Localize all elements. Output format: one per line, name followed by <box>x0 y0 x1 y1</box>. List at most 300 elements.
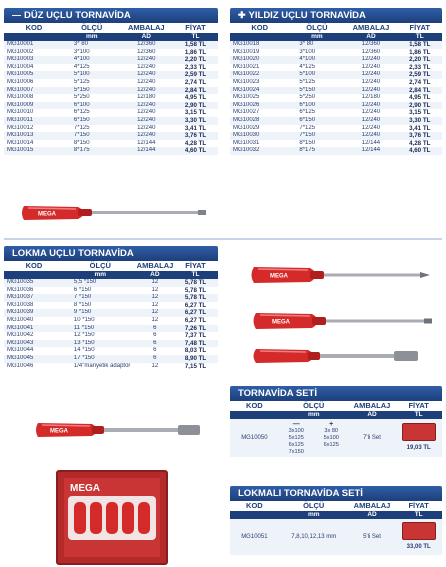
cell-ambalaj: 12/240 <box>120 71 174 79</box>
brand-logo: MEGA <box>270 273 288 280</box>
col-fiyat: FİYAT <box>408 501 429 510</box>
cell-ambalaj: 12 <box>137 294 173 302</box>
cell-olcu: 5*125 <box>289 79 344 87</box>
cell-olcu: 4*125 <box>64 64 120 72</box>
cell-ambalaj: 12/240 <box>120 109 174 117</box>
cell-fiyat: 4,95 TL <box>173 94 218 102</box>
cell-kod: MG10007 <box>4 87 64 95</box>
cell-ambalaj: 12/360 <box>120 49 174 57</box>
table-row <box>230 64 442 72</box>
cell-fiyat: 8,90 TL <box>173 355 218 363</box>
cell-olcu: 5*100 <box>64 71 120 79</box>
cell-olcu: 6*150 <box>64 117 120 125</box>
price-table-yildiz <box>230 23 442 155</box>
cell-fiyat: 2,90 TL <box>173 102 218 110</box>
cell-ambalaj: 12/240 <box>120 132 174 140</box>
cell-olcu: 8*175 <box>289 147 344 155</box>
cell-kod: MG10009 <box>4 102 64 110</box>
cell-ambalaj: 6 <box>137 325 173 333</box>
unit-tl: TL <box>397 33 442 41</box>
cell-olcu: 5*250 <box>289 94 344 102</box>
brand-logo: MEGA <box>70 483 100 494</box>
col-fiyat: FİYAT <box>409 23 430 32</box>
table-row <box>4 340 218 348</box>
unit-kod <box>4 33 64 41</box>
col-fiyat: FİYAT <box>185 23 206 32</box>
unit-kod <box>230 511 279 519</box>
cell-ambalaj: 12/144 <box>344 147 397 155</box>
cell-kod: MG10044 <box>4 347 64 355</box>
cell-kod: MG10014 <box>4 140 64 148</box>
unit-mm: mm <box>64 33 120 41</box>
cell-fiyat: 6,27 TL <box>173 309 218 317</box>
cell-kod: MG10036 <box>4 287 64 295</box>
panel-lokma-uclu <box>4 246 218 370</box>
price-table-lokma <box>4 261 218 370</box>
panel-title-duz <box>4 8 218 23</box>
cell-fiyat: 2,74 TL <box>397 79 442 87</box>
table-row <box>4 140 218 148</box>
cell-ambalaj: 12/180 <box>120 94 174 102</box>
set-kod: MG10050 <box>230 419 279 457</box>
table-row <box>230 132 442 140</box>
cell-olcu: 5*150 <box>64 87 120 95</box>
col-olcu: ÖLÇÜ <box>303 501 325 510</box>
cell-kod: MG10011 <box>4 117 64 125</box>
set-fiyat-cell <box>395 419 442 457</box>
cross-screwdriver-image <box>248 262 438 288</box>
cell-olcu: 4*125 <box>289 64 344 72</box>
panel-title-yildiz <box>230 8 442 23</box>
unit-mm: mm <box>289 33 344 41</box>
cell-ambalaj: 6 <box>137 340 173 348</box>
cell-olcu: 6*100 <box>64 102 120 110</box>
cell-fiyat: 2,84 TL <box>397 87 442 95</box>
cell-kod: MG10029 <box>230 125 289 133</box>
cell-olcu: 5*250 <box>64 94 120 102</box>
cell-kod: MG10032 <box>230 147 289 155</box>
cell-olcu: 5*125 <box>64 79 120 87</box>
cell-ambalaj: 12/240 <box>344 56 397 64</box>
cell-ambalaj: 12 <box>137 279 173 287</box>
set-box-image <box>56 470 168 565</box>
cell-fiyat: 2,20 TL <box>173 56 218 64</box>
col-ambalaj: AMBALAJ <box>127 23 165 32</box>
rows-yildiz <box>230 41 442 155</box>
lokma-set-ambalaj: 5'li Set <box>349 519 396 555</box>
table-row <box>230 94 442 102</box>
cell-kod: MG10028 <box>230 117 289 125</box>
panel-title-set: TORNAVİDA SETİ <box>230 386 442 401</box>
unit-ad: AD <box>349 511 396 519</box>
cell-ambalaj: 12/240 <box>120 125 174 133</box>
cell-kod: MG10038 <box>4 302 64 310</box>
cell-olcu: 6*125 <box>289 109 344 117</box>
cell-ambalaj: 12/240 <box>120 87 174 95</box>
cross-tip-icon: ✚ <box>238 10 246 20</box>
table-row <box>230 79 442 87</box>
cell-ambalaj: 12/240 <box>344 71 397 79</box>
cell-ambalaj: 12 <box>137 287 173 295</box>
col-ambalaj: AMBALAJ <box>353 401 391 410</box>
cell-ambalaj: 12 <box>137 302 173 310</box>
table-row <box>4 117 218 125</box>
unit-tl: TL <box>173 271 218 279</box>
unit-ad: AD <box>349 411 396 419</box>
unit-kod <box>4 271 64 279</box>
cell-olcu: 5*100 <box>289 71 344 79</box>
unit-tl: TL <box>173 33 218 41</box>
cell-ambalaj: 12 <box>137 363 173 371</box>
cell-olcu: 14 *150 <box>64 347 137 355</box>
cell-olcu: 13 *150 <box>64 340 137 348</box>
table-row <box>4 147 218 155</box>
flat-size: 5x125 <box>288 434 304 441</box>
table-row <box>4 347 218 355</box>
cell-kod: MG10037 <box>4 294 64 302</box>
cell-ambalaj: 12/240 <box>120 102 174 110</box>
table-row <box>4 64 218 72</box>
table-row <box>230 41 442 49</box>
cell-kod: MG10025 <box>230 94 289 102</box>
cell-kod: MG10042 <box>4 332 64 340</box>
brand-logo: MEGA <box>272 319 290 326</box>
col-fiyat: FİYAT <box>185 261 206 270</box>
cell-fiyat: 4,60 TL <box>397 147 442 155</box>
cell-kod: MG10018 <box>230 41 289 49</box>
cell-ambalaj: 12 <box>137 317 173 325</box>
unit-mm: mm <box>279 411 349 419</box>
flat-size: 7x150 <box>288 448 304 455</box>
table-row <box>4 125 218 133</box>
cell-ambalaj: 6 <box>137 355 173 363</box>
table-row <box>4 87 218 95</box>
cell-fiyat: 5,78 TL <box>173 287 218 295</box>
cell-fiyat: 1,58 TL <box>173 41 218 49</box>
table-row <box>4 302 218 310</box>
lokma-set-olcu: 7,8,10,12,13 mm <box>279 519 349 555</box>
cell-olcu: 12 *150 <box>64 332 137 340</box>
cell-kod: MG10046 <box>4 363 64 371</box>
cell-olcu: 17 *150 <box>64 355 137 363</box>
cell-fiyat: 2,20 TL <box>397 56 442 64</box>
col-kod: KOD <box>25 23 43 32</box>
brand-logo: MEGA <box>50 428 68 435</box>
cell-olcu: 8 *150 <box>64 302 137 310</box>
cell-ambalaj: 12/240 <box>344 109 397 117</box>
table-row <box>4 71 218 79</box>
panel-title-lokma: LOKMA UÇLU TORNAVİDA <box>4 246 218 261</box>
cell-fiyat: 2,74 TL <box>173 79 218 87</box>
cell-kod: MG10030 <box>230 132 289 140</box>
cell-olcu: 6 *150 <box>64 287 137 295</box>
col-fiyat: FİYAT <box>408 401 429 410</box>
col-olcu: ÖLÇÜ <box>89 261 111 270</box>
table-row <box>230 71 442 79</box>
cell-kod: MG10026 <box>230 102 289 110</box>
table-row <box>4 325 218 333</box>
cell-olcu: 6*125 <box>64 109 120 117</box>
unit-ad: AD <box>120 33 174 41</box>
table-row <box>4 49 218 57</box>
cell-olcu: 7*125 <box>64 125 120 133</box>
cell-ambalaj: 12/240 <box>344 87 397 95</box>
price-table-set <box>230 401 442 457</box>
unit-mm: mm <box>64 271 137 279</box>
cell-kod: MG10041 <box>4 325 64 333</box>
cell-fiyat: 8,03 TL <box>173 347 218 355</box>
cell-olcu: 7*150 <box>289 132 344 140</box>
cell-kod: MG10035 <box>4 279 64 287</box>
panel-lokmali-seti <box>230 486 442 555</box>
table-row <box>4 317 218 325</box>
cell-olcu: 8*150 <box>64 140 120 148</box>
nut-driver-image <box>34 418 204 442</box>
col-olcu: ÖLÇÜ <box>81 23 103 32</box>
table-row <box>230 102 442 110</box>
cell-kod: MG10002 <box>4 49 64 57</box>
cell-fiyat: 7,15 TL <box>173 363 218 371</box>
title-text: YILDIZ UÇLU TORNAVİDA <box>248 10 366 21</box>
lokma-set-kod: MG10051 <box>230 519 279 555</box>
cell-olcu: 5,5 *150 <box>64 279 137 287</box>
col-ambalaj: AMBALAJ <box>136 261 174 270</box>
cell-olcu: 10 *150 <box>64 317 137 325</box>
cell-ambalaj: 12/360 <box>344 41 397 49</box>
table-row <box>230 147 442 155</box>
rows-duz <box>4 41 218 155</box>
cell-kod: MG10024 <box>230 87 289 95</box>
panel-title-lokma-set: LOKMALI TORNAVİDA SETİ <box>230 486 442 501</box>
unit-ad: AD <box>137 271 173 279</box>
title-text: DÜZ UÇLU TORNAVİDA <box>24 10 131 21</box>
cell-ambalaj: 12/240 <box>120 56 174 64</box>
cell-ambalaj: 12/144 <box>120 140 174 148</box>
cell-kod: MG10013 <box>4 132 64 140</box>
cell-ambalaj: 12 <box>137 309 173 317</box>
cross-size: 5x100 <box>323 434 339 441</box>
table-row <box>4 309 218 317</box>
table-row <box>4 287 218 295</box>
cell-olcu: 3*100 <box>289 49 344 57</box>
cell-olcu: 8*150 <box>289 140 344 148</box>
col-kod: KOD <box>251 23 269 32</box>
cell-fiyat: 2,59 TL <box>173 71 218 79</box>
cell-kod: MG10023 <box>230 79 289 87</box>
cell-ambalaj: 12/240 <box>344 102 397 110</box>
cell-fiyat: 3,30 TL <box>173 117 218 125</box>
table-row <box>4 102 218 110</box>
cell-kod: MG10043 <box>4 340 64 348</box>
cell-kod: MG10012 <box>4 125 64 133</box>
set-fiyat: 19,03 TL <box>406 445 431 451</box>
table-row <box>4 332 218 340</box>
cell-fiyat: 2,33 TL <box>397 64 442 72</box>
cell-fiyat: 7,37 TL <box>173 332 218 340</box>
table-row <box>4 94 218 102</box>
cross-size: 3x 80 <box>324 427 339 434</box>
cell-ambalaj: 12/240 <box>344 64 397 72</box>
cell-fiyat: 1,86 TL <box>173 49 218 57</box>
cell-kod: MG10031 <box>230 140 289 148</box>
table-row <box>230 87 442 95</box>
cell-kod: MG10006 <box>4 79 64 87</box>
col-olcu: ÖLÇÜ <box>303 401 325 410</box>
set-olcu <box>279 419 349 457</box>
cell-fiyat: 6,27 TL <box>173 317 218 325</box>
cell-olcu: 7*150 <box>64 132 120 140</box>
cell-kod: MG10001 <box>4 41 64 49</box>
cell-kod: MG10020 <box>230 56 289 64</box>
panel-duz-uclu <box>4 8 218 155</box>
unit-tl: TL <box>395 511 442 519</box>
table-row <box>4 363 218 371</box>
cell-olcu: 1/4"manyetik adaptör <box>64 363 137 371</box>
flat-screwdriver-image <box>18 200 208 226</box>
cell-fiyat: 4,95 TL <box>397 94 442 102</box>
cell-ambalaj: 12/180 <box>344 94 397 102</box>
cell-fiyat: 3,15 TL <box>173 109 218 117</box>
col-kod: KOD <box>25 261 43 270</box>
cell-fiyat: 5,78 TL <box>173 279 218 287</box>
cell-fiyat: 2,84 TL <box>173 87 218 95</box>
col-ambalaj: AMBALAJ <box>353 501 391 510</box>
cell-fiyat: 5,78 TL <box>173 294 218 302</box>
table-row <box>230 56 442 64</box>
cell-olcu: 3* 80 <box>289 41 344 49</box>
cell-fiyat: 4,60 TL <box>173 147 218 155</box>
cell-ambalaj: 12/240 <box>120 64 174 72</box>
unit-ad: AD <box>344 33 397 41</box>
cell-kod: MG10019 <box>230 49 289 57</box>
cell-ambalaj: 6 <box>137 332 173 340</box>
cell-fiyat: 3,76 TL <box>173 132 218 140</box>
unit-tl: TL <box>395 411 442 419</box>
panel-tornavida-seti <box>230 386 442 457</box>
cell-kod: MG10045 <box>4 355 64 363</box>
flat-screwdriver-image-2 <box>250 308 440 334</box>
unit-kod <box>230 33 289 41</box>
col-kod: KOD <box>246 501 263 510</box>
cell-ambalaj: 12/144 <box>344 140 397 148</box>
table-row <box>4 294 218 302</box>
cell-fiyat: 2,59 TL <box>397 71 442 79</box>
table-row <box>4 79 218 87</box>
cell-olcu: 6*100 <box>289 102 344 110</box>
brand-logo: MEGA <box>38 211 56 218</box>
cell-fiyat: 1,58 TL <box>397 41 442 49</box>
lokma-set-fiyat-cell <box>395 519 442 555</box>
cell-fiyat: 3,15 TL <box>397 109 442 117</box>
table-row <box>230 117 442 125</box>
cell-fiyat: 2,90 TL <box>397 102 442 110</box>
cell-ambalaj: 6 <box>137 347 173 355</box>
cell-kod: MG10021 <box>230 64 289 72</box>
cell-fiyat: 6,27 TL <box>173 302 218 310</box>
cross-symbol: + <box>329 420 334 428</box>
cell-fiyat: 3,41 TL <box>397 125 442 133</box>
cell-kod: MG10004 <box>4 64 64 72</box>
cell-fiyat: 4,28 TL <box>397 140 442 148</box>
lokma-set-fiyat: 33,00 TL <box>406 544 431 550</box>
lokma-set-box-thumb <box>402 522 436 540</box>
cell-fiyat: 3,30 TL <box>397 117 442 125</box>
col-olcu: ÖLÇÜ <box>306 23 328 32</box>
cell-olcu: 3* 80 <box>64 41 120 49</box>
cell-olcu: 3*100 <box>64 49 120 57</box>
unit-mm: mm <box>279 511 349 519</box>
flat-size: 3x100 <box>288 427 304 434</box>
table-row <box>230 49 442 57</box>
cell-olcu: 7*125 <box>289 125 344 133</box>
cross-size: 6x125 <box>323 441 339 448</box>
cell-kod: MG10005 <box>4 71 64 79</box>
rows-lokma <box>4 279 218 370</box>
cell-olcu: 4*100 <box>64 56 120 64</box>
table-row <box>4 355 218 363</box>
col-kod: KOD <box>246 401 263 410</box>
flat-symbol: — <box>292 420 300 428</box>
table-row <box>4 109 218 117</box>
cell-olcu: 7 *150 <box>64 294 137 302</box>
cell-olcu: 11 *150 <box>64 325 137 333</box>
table-row <box>230 109 442 117</box>
flat-tip-icon: — <box>12 10 21 20</box>
cell-kod: MG10010 <box>4 109 64 117</box>
cell-ambalaj: 12/240 <box>120 117 174 125</box>
cell-olcu: 4*100 <box>289 56 344 64</box>
set-ambalaj: 7'li Set <box>349 419 396 457</box>
cell-fiyat: 1,86 TL <box>397 49 442 57</box>
cell-kod: MG10039 <box>4 309 64 317</box>
cell-olcu: 9 *150 <box>64 309 137 317</box>
price-table-duz <box>4 23 218 155</box>
table-row <box>4 56 218 64</box>
table-row <box>4 279 218 287</box>
cell-ambalaj: 12/144 <box>120 147 174 155</box>
cell-ambalaj: 12/240 <box>120 79 174 87</box>
cell-fiyat: 3,41 TL <box>173 125 218 133</box>
cell-kod: MG10022 <box>230 71 289 79</box>
cell-kod: MG10027 <box>230 109 289 117</box>
cell-ambalaj: 12/240 <box>344 117 397 125</box>
cell-olcu: 5*150 <box>289 87 344 95</box>
flat-size: 6x125 <box>288 441 304 448</box>
cell-ambalaj: 12/240 <box>344 125 397 133</box>
cell-fiyat: 7,26 TL <box>173 325 218 333</box>
col-ambalaj: AMBALAJ <box>352 23 390 32</box>
section-divider <box>4 238 442 240</box>
table-row <box>4 41 218 49</box>
table-row <box>230 125 442 133</box>
cell-fiyat: 7,48 TL <box>173 340 218 348</box>
cell-kod: MG10015 <box>4 147 64 155</box>
set-box-thumb <box>402 423 436 441</box>
cell-fiyat: 2,33 TL <box>173 64 218 72</box>
cell-ambalaj: 12/240 <box>344 132 397 140</box>
cell-ambalaj: 12/360 <box>344 49 397 57</box>
cell-olcu: 8*175 <box>64 147 120 155</box>
price-table-lokma-set <box>230 501 442 555</box>
cell-kod: MG10008 <box>4 94 64 102</box>
cell-olcu: 6*150 <box>289 117 344 125</box>
cell-kod: MG10040 <box>4 317 64 325</box>
cell-kod: MG10003 <box>4 56 64 64</box>
cell-ambalaj: 12/360 <box>120 41 174 49</box>
cell-fiyat: 3,76 TL <box>397 132 442 140</box>
table-row <box>230 140 442 148</box>
nut-driver-image-2 <box>250 344 430 368</box>
